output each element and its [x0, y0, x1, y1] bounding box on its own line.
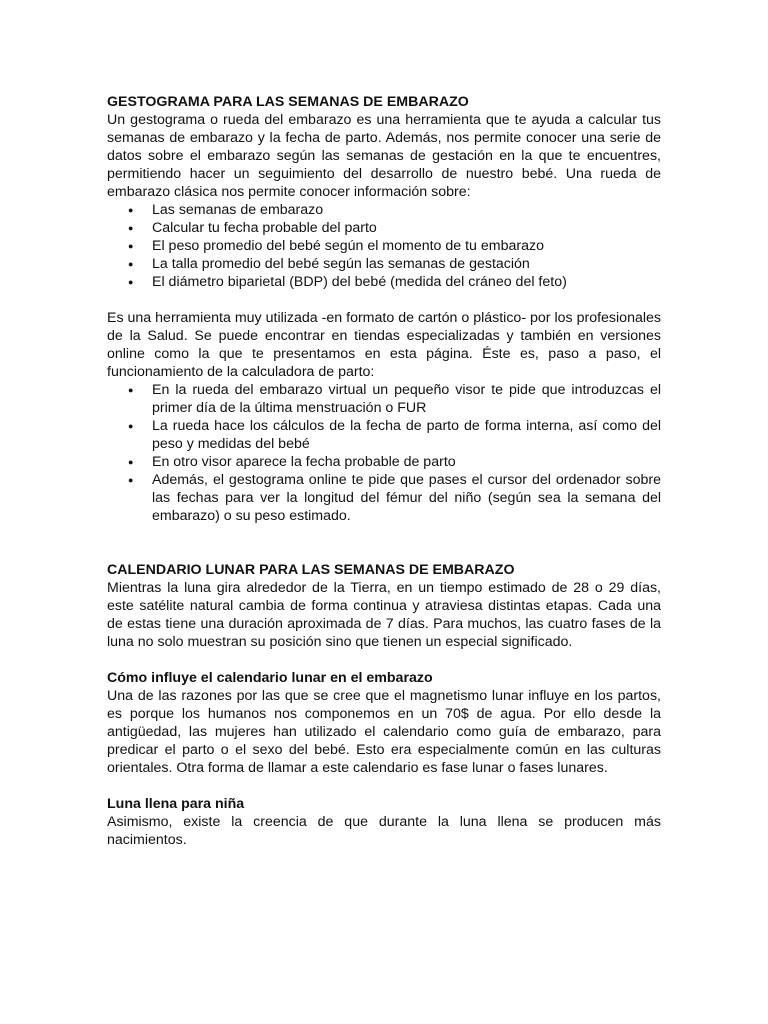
info-list	[107, 201, 661, 291]
list-item: ● Además, el gestograma online te pide que pases el cursor del ordenador sobre las fechas para ver la longitud del fémur del niño (según sea la semana del embarazo) o su peso estimado.	[128, 472, 661, 524]
document-page	[107, 93, 661, 849]
list-item: ● En otro visor aparece la fecha probable de parto	[128, 454, 456, 470]
list-item: ● El diámetro biparietal (BDP) del bebé (medida del cráneo del feto)	[128, 274, 567, 290]
section-title-calendario: CALENDARIO LUNAR PARA LAS SEMANAS DE EMBARAZO	[107, 562, 515, 578]
list-item: ● En la rueda del embarazo virtual un pequeño visor te pide que introduzcas el primer día de la última menstruación o FUR	[128, 382, 661, 416]
list-item: ● La talla promedio del bebé según las semanas de gestación	[128, 256, 530, 272]
subheading-full-moon: Luna llena para niña	[107, 796, 245, 812]
spacer	[107, 651, 661, 669]
steps-list	[107, 381, 661, 525]
spacer	[107, 525, 661, 561]
list-item: ● Calcular tu fecha probable del parto	[128, 220, 377, 236]
bullet-icon: ●	[128, 241, 134, 251]
influence-paragraph: Una de las razones por las que se cree que el magnetismo lunar influye en los partos, es porque los humanos nos componemos en un 70$ de agua. Por ello desde la antigüedad, las mujeres han utilizado el calendario como guía de embarazo, para predicar el parto o el sexo del bebé. Esto era especialmente común en las culturas orientales. Otra forma de llamar a este calendario es fase lunar o fases lunares.	[107, 688, 661, 776]
list-item: ● La rueda hace los cálculos de la fecha de parto de forma interna, así como del peso y medidas del bebé	[128, 418, 661, 452]
full-moon-paragraph: Asimismo, existe la creencia de que durante la luna llena se producen más nacimientos.	[107, 814, 661, 848]
bullet-icon: ●	[128, 475, 134, 485]
bullet-icon: ●	[128, 259, 134, 269]
bullet-icon: ●	[128, 205, 134, 215]
bullet-icon: ●	[128, 277, 134, 287]
bullet-icon: ●	[128, 223, 134, 233]
bullet-icon: ●	[128, 457, 134, 467]
section-title-gestograma: GESTOGRAMA PARA LAS SEMANAS DE EMBARAZO	[107, 94, 469, 110]
intro-paragraph: Un gestograma o rueda del embarazo es una herramienta que te ayuda a calcular tus semanas de embarazo y la fecha de parto. Además, nos permite conocer una serie de datos sobre el embarazo según las semanas de gestación en la que te encuentres, permitiendo hacer un seguimiento del desarrollo de nuestro bebé. Una rueda de embarazo clásica nos permite conocer información sobre:	[107, 112, 661, 200]
list-item: ● El peso promedio del bebé según el momento de tu embarazo	[128, 238, 544, 254]
subheading-influence: Cómo influye el calendario lunar en el embarazo	[107, 670, 433, 686]
bullet-icon: ●	[128, 385, 134, 395]
bullet-icon: ●	[128, 421, 134, 431]
tool-description-paragraph: Es una herramienta muy utilizada -en formato de cartón o plástico- por los profesionales de la Salud. Se puede encontrar en tiendas especializadas y también en versiones online como la que te presentamos en esta página. Éste es, paso a paso, el funcionamiento de la calculadora de parto:	[107, 310, 661, 380]
spacer	[107, 777, 661, 795]
lunar-intro-paragraph: Mientras la luna gira alrededor de la Tierra, en un tiempo estimado de 28 o 29 días, este satélite natural cambia de forma continua y atraviesa distintas etapas. Cada una de estas tiene una duración aproximada de 7 días. Para muchos, las cuatro fases de la luna no solo muestran su posición sino que tienen un especial significado.	[107, 580, 661, 650]
spacer	[107, 291, 661, 309]
list-item: ● Las semanas de embarazo	[128, 202, 324, 218]
